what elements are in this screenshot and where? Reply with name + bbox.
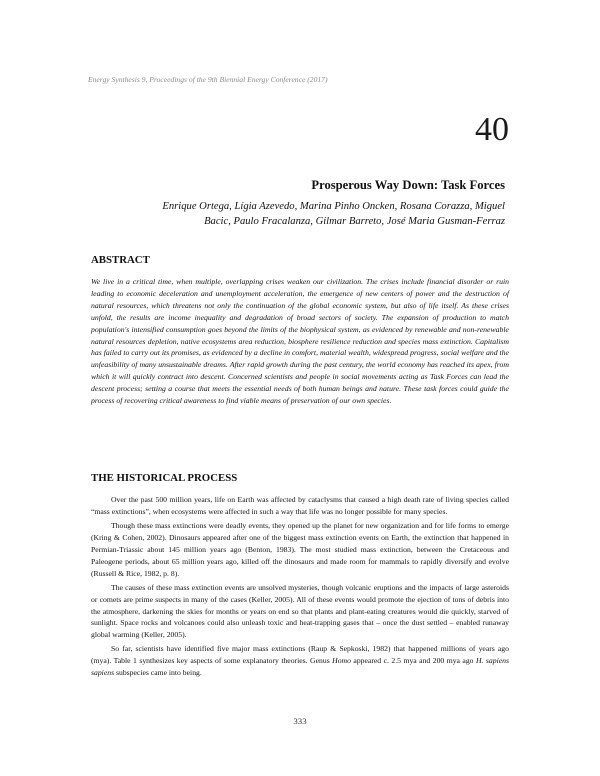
author-list xyxy=(145,199,505,229)
page-number: 333 xyxy=(293,716,307,726)
paragraph-3: The causes of these mass extinction events are unsolved mysteries, though volcanic eruptions and the impacts of large asteroids or comets are prime suspects in many of the cases (Keller, 2005). All of these events would promote the ejection of tons of debris into the atmosphere, darkening the skies for months or years on end so that plants and plant-eating creatures would die quickly, starved of sunlight. Space rocks and volcanoes could also unleash toxic and heat-trapping gases that – once the dust settled – enabled runaway global warming (Keller, 2005). xyxy=(91,582,509,640)
paragraph-4-part-a: So far, scientists have identified five major mass extinctions (Raup & Sepkoski, 1982) that happened millions of years ago (mya). Table 1 synthesizes key aspects of some explanatory theories. Genus xyxy=(91,644,509,666)
abstract-heading: ABSTRACT xyxy=(91,254,150,266)
authors-line-1: Enrique Ortega, Lígia Azevedo, Marina Pinho Oncken, Rosana Corazza, Miguel xyxy=(162,201,505,212)
species-name: H. sapiens sapiens xyxy=(91,656,509,678)
paragraph-4 xyxy=(91,643,509,679)
authors-line-2: Bacic, Paulo Fracalanza, Gilmar Barreto, José Maria Gusman-Ferraz xyxy=(204,216,505,227)
paragraph-1: Over the past 500 million years, life on Earth was affected by cataclysms that caused a high death rate of living species called “mass extinctions”, when ecosystems were affected in such a way that life was no longer possible for many species. xyxy=(91,495,509,516)
abstract-text: We live in a critical time, when multiple, overlapping crises weaken our civilization. The crises include financial disorder or ruin leading to economic deceleration and unemployment acceleration, the emergence of new centers of power and the destruction of natural resources, which threatens not only the continuation of the global economic system, but also of life itself. As these crises unfold, the results are income inequality and degradation of broad sectors of society. The expansion of production to match population's intensified consumption goes beyond the limits of the biophysical system, as evidenced by renewable and non-renewable natural resources depletion, native ecosystems area reduction, biosphere resilience reduction and species mass extinction. Capitalism has failed to carry out its promises, as evidenced by a decline in comfort, material wealth, widespread progress, social welfare and the unfeasibility of many unsustainable dreams. After rapid growth during the past century, the world economy has reached its apex, from which it will quickly contract into descent. Concerned scientists and people in social movements acting as Task Forces can lead the descent process; setting a course that meets the essential needs of both human beings and nature. These task forces could guide the process of recovering critical awareness to find viable means of preservation of our own species. xyxy=(91,277,509,406)
paper-title: Prosperous Way Down: Task Forces xyxy=(311,178,505,192)
chapter-number: 40 xyxy=(475,111,509,148)
paragraph-4-part-c: subspecies came into being. xyxy=(114,668,202,678)
historical-process-body xyxy=(91,494,509,681)
paragraph-2: Though these mass extinctions were deadly events, they opened up the planet for new organization and for life forms to emerge (Kring & Cohen, 2002). Dinosaurs appeared after one of the biggest mass extinction events on Earth, the extinction that happened in Permian-Triassic about 145 million years ago (Benton, 1983). The most studied mass extinction, between the Cretaceous and Paleogene periods, about 65 million years ago, killed off the dinosaurs and made room for mammals to rapidly diversify and evolve (Russell & Rice, 1982, p. 8). xyxy=(91,521,509,578)
paragraph-4-part-b: appeared c. 2.5 mya and 200 mya ago xyxy=(350,656,476,666)
historical-process-heading: THE HISTORICAL PROCESS xyxy=(91,472,238,484)
running-head: Energy Synthesis 9, Proceedings of the 9th Biennial Energy Conference (2017) xyxy=(88,75,328,84)
genus-homo: Homo xyxy=(332,656,351,666)
